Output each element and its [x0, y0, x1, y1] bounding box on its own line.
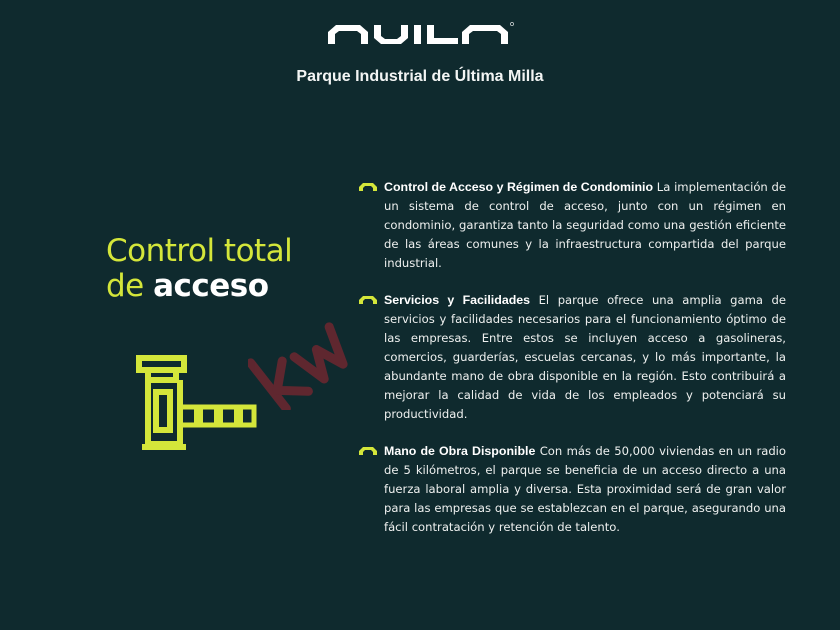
list-item-body: La implementación de un sistema de control de acceso, junto con un régimen en condominio, garantiza tanto la seguridad como una gestión eficiente de las áreas comunes y la infraestructura compartida del parque industrial.	[384, 180, 786, 270]
arch-bullet-icon	[358, 182, 378, 192]
list-item-body: Con más de 50,000 viviendas en un radio de 5 kilómetros, el parque se beneficia de un acceso directo a una fuerza laboral amplia y diversa. Esta proximidad será de gran valor para las empresas que se establezcan en el parque, asegurando una fácil contratación y retención de talento.	[384, 444, 786, 534]
parking-barrier-gate-icon	[136, 352, 261, 452]
list-item	[358, 178, 786, 273]
headline-emphasis: acceso	[153, 268, 269, 304]
arch-bullet-icon	[358, 295, 378, 305]
list-item-text	[384, 178, 786, 273]
headline-line-1: Control total	[106, 233, 293, 269]
feature-list	[358, 178, 786, 555]
list-item	[358, 442, 786, 537]
headline-prefix: de	[106, 268, 154, 304]
list-item-text	[384, 291, 786, 424]
arch-bullet-icon	[358, 446, 378, 456]
headline-line-2	[106, 269, 292, 304]
list-item-title: Servicios y Facilidades	[384, 293, 531, 307]
list-item-title: Control de Acceso y Régimen de Condominio	[384, 180, 654, 194]
avila-logo	[322, 20, 522, 50]
list-item-text	[384, 442, 786, 537]
list-item-body: El parque ofrece una amplia gama de servicios y facilidades necesarios para el funcionamiento óptimo de las empresas. Entre estos se incluyen acceso a gasolineras, comercios, guarderías, escuelas cercanas, y lo más importante, la abundante mano de obra disponible en la región. Esto contribuirá a mejorar la calidad de vida de los empleados y potenciará su productividad.	[384, 293, 787, 421]
headline	[106, 234, 292, 304]
list-item-title: Mano de Obra Disponible	[384, 444, 536, 458]
kw-watermark	[248, 310, 358, 410]
list-item	[358, 291, 786, 424]
page-subtitle: Parque Industrial de Última Milla	[296, 68, 544, 85]
